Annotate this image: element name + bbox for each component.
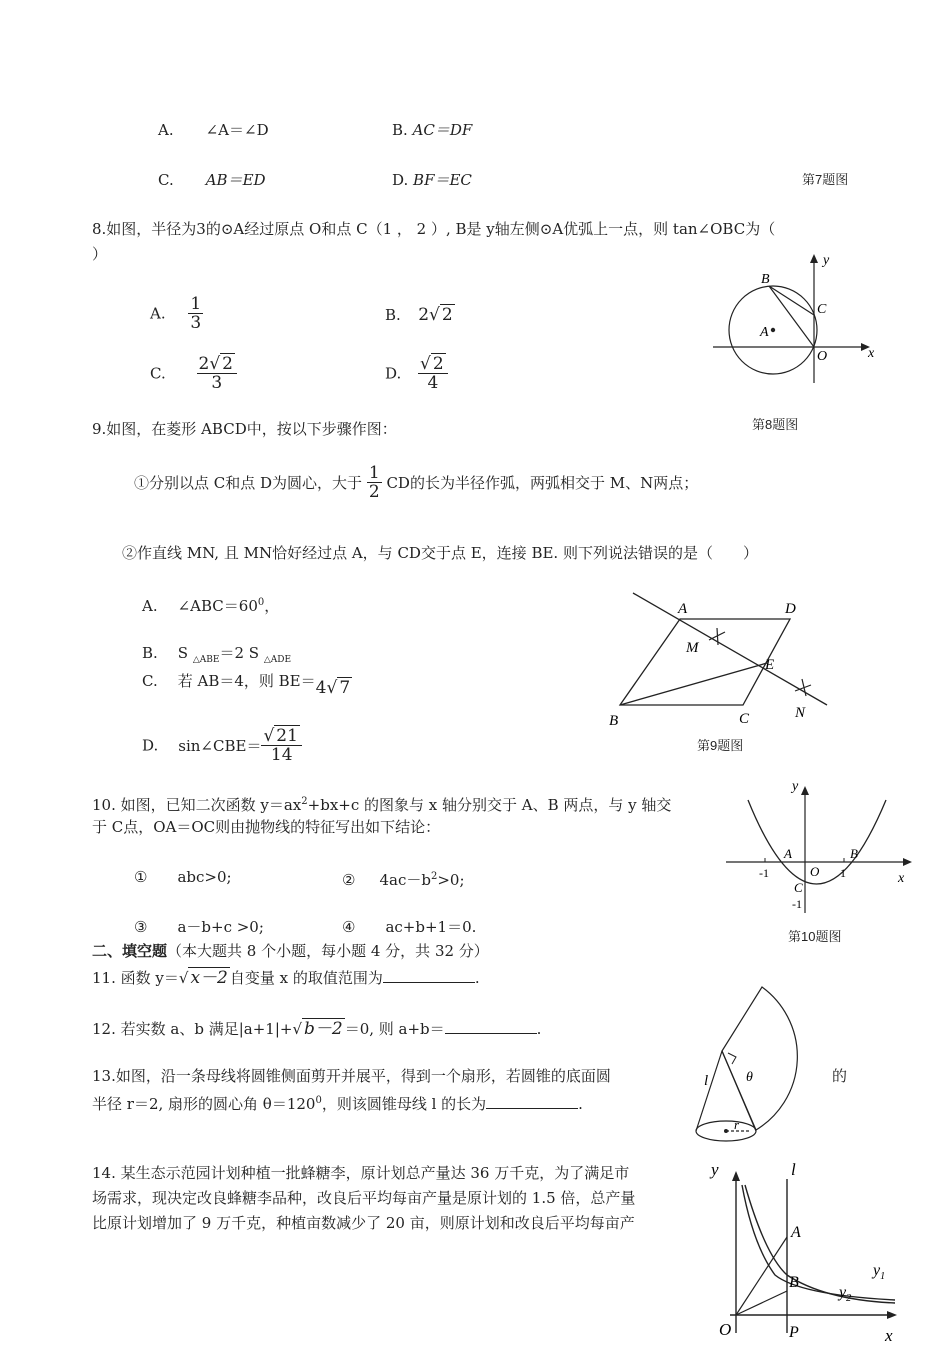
q9-option-b: B. S $_{\triangle ABE}$＝2 S $_{\triangle ADE}$: [142, 644, 292, 665]
q9-label-c: C: [739, 711, 750, 727]
q8-center-dot: [771, 328, 775, 332]
q10-y-label-neg1: -1: [792, 897, 802, 911]
q8-segment-bo: [769, 286, 814, 347]
q13-angle-arc: [728, 1053, 736, 1064]
q14-label-y1: $y_1$: [873, 1262, 886, 1282]
q14-label-y2: $y_2$: [839, 1284, 852, 1304]
q9-option-c: C. 若 AB＝4，则 BE＝4√ 7: [142, 672, 351, 698]
q14-label-l: l: [791, 1160, 796, 1179]
q8-label-y: y: [823, 253, 830, 268]
q7-option-a: A. ∠A＝∠D: [158, 121, 269, 139]
q14-line1: 14. 某生态示范园计划种植一批蜂糖李，原计划总产量达 36 万千克，为了满足市: [92, 1164, 630, 1182]
q8-label-c: C: [817, 302, 827, 317]
q8-y-arrow: [810, 254, 818, 263]
q13-cone-left: [696, 1051, 722, 1131]
q11: 11. 函数 y＝√ x－2 自变量 x 的取值范围为 .: [92, 968, 480, 988]
q10-conclusion-3: ③ a－b+c >0;: [134, 918, 264, 936]
q13-line1-tail: 的: [832, 1067, 848, 1085]
q7-caption: 第7题图: [802, 172, 849, 187]
q14-label-b: B: [789, 1274, 799, 1291]
q12: 12. 若实数 a、b 满足|a+1|+√ b－2 ＝0, 则 a+b＝ .: [92, 1019, 542, 1039]
q8-stem: 8.如图，半径为3的⊙A经过原点 O和点 C（1 ， 2 ）, B是 y轴左侧⊙A优弧上一点，则 tan∠OBC为（: [92, 220, 776, 238]
q10-tick-label-neg1: -1: [759, 866, 769, 880]
q8-option-d: D. $\frac{√ 2}{4}$: [385, 355, 448, 392]
q9-label-e: E: [765, 657, 775, 673]
q9-label-a: A: [678, 601, 688, 617]
q9-step1: ①分别以点 C和点 D为圆心，大于 $\frac{1}{2}$ CD的长为半径作弧，两弧相交于 M、N两点；: [134, 463, 699, 502]
q10-label-b: B: [850, 846, 858, 861]
section-2-heading: 二、填空题（本大题共 8 个小题，每小题 4 分，共 32 分）: [92, 942, 489, 960]
q9-option-a: A. $\angle ABC=60^0$，: [142, 597, 280, 615]
q8-label-o: O: [817, 349, 828, 364]
q14-curve-y1: [745, 1185, 895, 1303]
q13-label-l: l: [704, 1073, 709, 1089]
q9-stem: 9.如图，在菱形 ABCD中，按以下步骤作图：: [92, 420, 397, 438]
q13-sector: [722, 987, 797, 1130]
q8-stem-close: ）: [92, 245, 108, 263]
q13-figure: [690, 985, 840, 1155]
q9-line-mn: [633, 593, 827, 705]
q10-caption: 第10题图: [788, 929, 842, 944]
q10-stem-line1: 10. 如图，已知二次函数 $y=ax^2+bx+c$ 的图象与 x 轴分别交于 A、B 两点，与 y 轴交: [92, 796, 672, 814]
q8-option-c: C. $\frac{2√ 2}{3}$: [150, 355, 237, 392]
q7-option-d: D. BF＝EC: [392, 171, 472, 189]
q14-label-y: y: [711, 1160, 719, 1179]
q9-arc-m: [709, 628, 725, 645]
q13-label-r: r: [734, 1117, 740, 1132]
q10-figure: [720, 778, 920, 918]
q13-line2: 半径 r＝2, 扇形的圆心角 $\theta=120^0$，则该圆锥母线 l 的长为 .: [92, 1095, 583, 1113]
q10-conclusion-1: ① abc>0;: [134, 868, 232, 886]
q10-label-c: C: [794, 880, 803, 895]
q12-answer-blank[interactable]: [445, 1033, 537, 1034]
q14-line2: 场需求，现决定改良蜂糖李品种，改良后平均每亩产量是原计划的 1.5 倍，总产量: [92, 1189, 636, 1207]
q10-conclusion-4: ④ ac+b+1＝0.: [342, 918, 477, 936]
q9-label-d: D: [785, 601, 796, 617]
q8-figure: [705, 250, 875, 390]
q11-answer-blank[interactable]: [383, 982, 475, 983]
q14-x-arrow: [887, 1311, 897, 1319]
q9-segment-be: [620, 663, 767, 705]
q13-label-theta: θ: [746, 1070, 753, 1085]
q13-line1: 13.如图，沿一条母线将圆锥侧面剪开并展平，得到一个扇形，若圆锥的底面圆: [92, 1067, 611, 1085]
q8-label-a: A: [760, 325, 769, 340]
q9-figure: [605, 585, 835, 735]
q8-label-b: B: [761, 272, 770, 287]
q7-option-c: C. AB＝ED: [158, 171, 266, 189]
q10-x-arrow: [903, 858, 912, 866]
q10-label-a: A: [784, 846, 792, 861]
q13-base-center: [724, 1129, 728, 1133]
q14-label-x: x: [885, 1326, 893, 1345]
q9-label-m: M: [686, 640, 699, 656]
q8-label-x: x: [868, 346, 875, 361]
q10-label-x: x: [898, 871, 905, 886]
q8-option-b: B. 2√ 2: [385, 305, 453, 325]
q10-label-y: y: [792, 779, 799, 794]
q13-answer-blank[interactable]: [486, 1108, 578, 1109]
q10-label-o: O: [810, 864, 820, 879]
q14-label-o: O: [719, 1320, 732, 1339]
q10-tick-label-pos1: 1: [840, 866, 846, 880]
q10-stem-line2: 于 C点，OA＝OC则由抛物线的特征写出如下结论：: [92, 818, 441, 836]
q9-step2: ②作直线 MN, 且 MN恰好经过点 A，与 CD交于点 E，连接 BE. 则下列说法错误的是（ ）: [122, 544, 758, 562]
q14-figure: [705, 1155, 905, 1345]
q14-y-arrow: [732, 1171, 740, 1181]
q14-line3: 比原计划增加了 9 万千克，种植亩数减少了 20 亩，则原计划和改良后平均每亩产: [92, 1214, 635, 1232]
q7-option-b: B. AC＝DF: [392, 121, 473, 139]
q10-conclusion-2: ② $4ac-b^2>0$;: [342, 871, 465, 889]
q8-option-a: A. $\frac{1}{3}$: [150, 294, 202, 333]
q9-label-b: B: [609, 713, 619, 729]
q9-label-n: N: [795, 705, 806, 721]
q9-option-d: D. sin∠CBE＝ $\frac{√ 21}{14}$: [142, 727, 302, 764]
q8-caption: 第8题图: [752, 417, 799, 432]
q9-caption: 第9题图: [697, 738, 744, 753]
q14-label-a: A: [791, 1224, 801, 1241]
q14-label-p: P: [789, 1324, 799, 1341]
q10-y-arrow: [801, 786, 809, 795]
